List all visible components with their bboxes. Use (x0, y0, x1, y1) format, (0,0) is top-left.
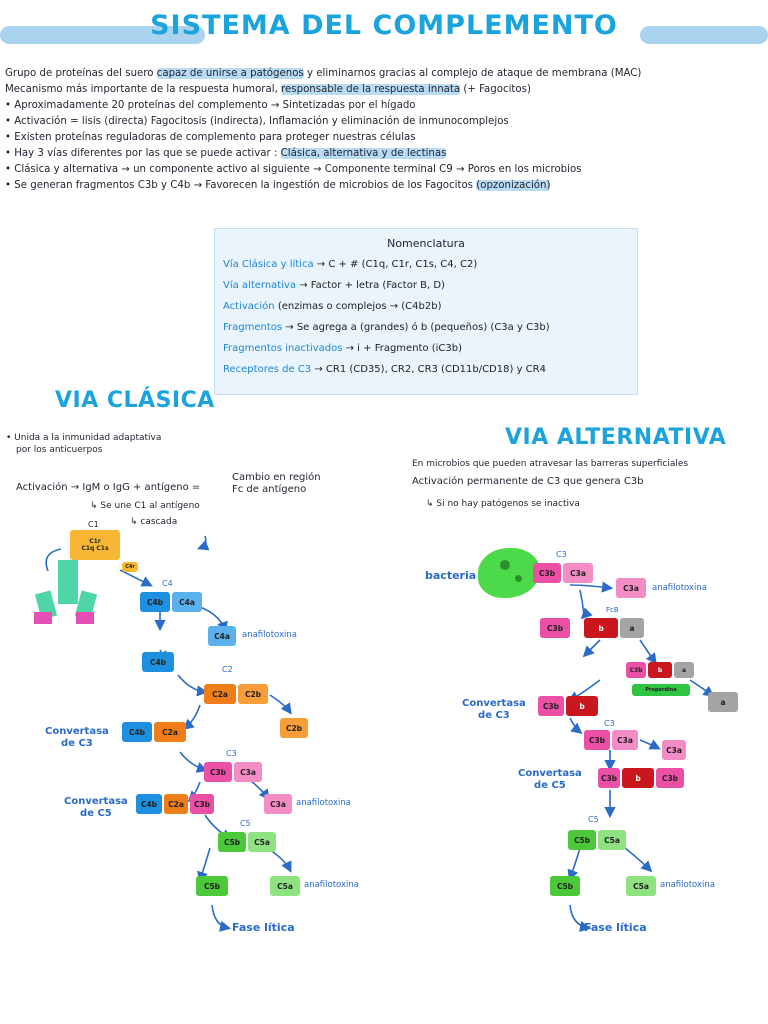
c1s-label: C1s (96, 545, 109, 552)
alt-c3a-free: C3a (616, 578, 646, 598)
arrow (178, 675, 205, 692)
nomenclature-item: Vía alternativa → Factor + letra (Factor B, D) (223, 280, 445, 291)
c1r-label: C1r (89, 538, 101, 545)
alt-conv-c5-c3b: C3b (598, 768, 620, 788)
properdina-block: Properdina (632, 684, 690, 696)
alt-c3b-block: C3b (533, 563, 561, 583)
arrow (570, 848, 580, 878)
alt-c5a-block: C5a (598, 830, 626, 850)
alt-c3a-2-block: C3a (612, 730, 638, 750)
c1-complex (70, 530, 120, 560)
c3bb-a-block: a (674, 662, 694, 678)
alt-c5-label: C5 (588, 815, 599, 824)
alternative-note-3: ↳ Si no hay patógenos se inactiva (426, 499, 580, 509)
alt-c5b-free: C5b (550, 876, 580, 896)
c3bb-c3b-block: C3b (626, 662, 646, 678)
c3bb-b-block: b (648, 662, 672, 678)
arrow (640, 640, 655, 662)
nomenclature-item: Activación (enzimas o complejos → (C4b2b) (223, 301, 442, 312)
alt-conv-c5-b: b (622, 768, 654, 788)
arrow (270, 850, 290, 870)
intro-line1-c: y eliminarnos gracias al complejo de ataque de membrana (MAC) (303, 68, 642, 79)
bacteria-nucleus (500, 560, 510, 570)
arrow (580, 590, 584, 617)
bacteria-label: bacteria (425, 569, 477, 582)
c5b-block: C5b (218, 832, 246, 852)
alternative-pathway-title: VIA ALTERNATIVA (505, 425, 727, 450)
c3-label: C3 (226, 749, 237, 758)
alt-c3a-block: C3a (563, 563, 593, 583)
c3b-block: C3b (204, 762, 232, 782)
classic-note-1: • Unida a la inmunidad adaptativa (6, 433, 162, 443)
alt-conv-c5-c3b-2: C3b (656, 768, 684, 788)
alt-c5b-block: C5b (568, 830, 596, 850)
arrow (200, 536, 206, 548)
a-free: a (708, 692, 738, 712)
arrow (640, 740, 658, 748)
c5-label: C5 (240, 819, 251, 828)
antigen-left (34, 612, 52, 624)
bacteria-nucleus (515, 575, 522, 582)
c5a-free: C5a (270, 876, 300, 896)
classic-fase-litica: Fase lítica (232, 921, 295, 934)
fb-a-block: a (620, 618, 644, 638)
conv-c3-c2a: C2a (154, 722, 186, 742)
c5b-free: C5b (196, 876, 228, 896)
c4a-block: C4a (172, 592, 202, 612)
arrow (270, 695, 290, 712)
c4-label: C4 (162, 579, 173, 588)
arrow (212, 905, 228, 928)
c2a-block: C2a (204, 684, 236, 704)
alt-c3-2-label: C3 (604, 719, 615, 728)
intro-bullet-2: Activación = lisis (directa) Fagocitosis (indirecta), Inflamación y eliminación de inmunocomplejos (14, 116, 509, 127)
alt-conv-c3-c3b: C3b (538, 696, 564, 716)
conv-c5-c3b: C3b (190, 794, 214, 814)
arrow (120, 570, 150, 585)
alt-c3-label: C3 (556, 550, 567, 559)
alternative-note-1: En microbios que pueden atravesar las barreras superficiales (412, 459, 689, 469)
intro-bullet-1: Aproximadamente 20 proteínas del complemento → Sintetizadas por el hígado (14, 100, 416, 111)
classic-sub-2: ↳ cascada (130, 517, 178, 527)
antigen-right (76, 612, 94, 624)
alternative-note-2: Activación permanente de C3 que genera C3b (412, 476, 644, 487)
intro-bullet-5: Clásica y alternativa → un componente activo al siguiente → Componente terminal C9 → Poros en los microbios (14, 164, 582, 175)
c1q-label: C1q (81, 545, 95, 552)
intro-bullet-3: Existen proteínas reguladoras de complemento para proteger nuestras células (14, 132, 416, 143)
c3a-anafilotoxina: anafilotoxina (296, 798, 351, 808)
arrow (585, 640, 600, 655)
intro-bullet-6: Se generan fragmentos C3b y C4b → Favorecen la ingestión de microbios de los Fagocitos (14, 180, 477, 191)
conv-c3-c4b: C4b (122, 722, 152, 742)
nomenclature-item: Receptores de C3 → CR1 (CD35), CR2, CR3 (CD11b/CD18) y CR4 (223, 364, 546, 375)
alt-c3a-anafilotoxina: anafilotoxina (652, 583, 707, 593)
c5a-anafilotoxina: anafilotoxina (304, 880, 359, 890)
classic-convertasa-c5-label: Convertasa de C5 (64, 796, 128, 819)
c2b-block: C2b (238, 684, 268, 704)
c4b-block: C4b (140, 592, 170, 612)
page-title: SISTEMA DEL COMPLEMENTO (150, 10, 618, 41)
alt-fase-litica: Fase lítica (584, 921, 647, 934)
c4a-free: C4a (208, 626, 236, 646)
c2b-free: C2b (280, 718, 308, 738)
fb-c3b-block: C3b (540, 618, 570, 638)
classic-sub-1: ↳ Se une C1 al antígeno (90, 501, 200, 511)
alt-convertasa-c5-label: Convertasa de C5 (518, 768, 582, 791)
intro-line2-c: (+ Fagocitos) (460, 84, 531, 95)
c4r-block: C4r (122, 562, 138, 572)
c3a-free: C3a (264, 794, 292, 814)
arrow (570, 718, 580, 732)
intro-text: Grupo de proteínas del suero capaz de unirse a patógenos y eliminarnos gracias al complejo de ataque de membrana (MAC) Mecanismo más importante de la respuesta humoral, responsable de la respuesta innata (+ Fagocitos) • Aproximadamente 20 proteínas del complemento → Sintetizadas por el hígado • Activación = lisis (directa) Fagocitosis (indirecta), Inflamación y eliminación de inmunocomplejos • Existen proteínas reguladoras de complemento para proteger nuestras células • Hay 3 vías diferentes por las que se puede activar : Clásica, alternativa y de lectinas • Clásica y alternativa → un componente activo al siguiente → Componente terminal C9 → Poros en los microbios • Se generan fragmentos C3b y C4b → Favorecen la ingestión de microbios de los Fagocitos (opzonización) (5, 68, 642, 191)
nomenclature-item: Fragmentos inactivados → i + Fragmento (iC3b) (223, 343, 463, 354)
intro-line2-highlight: responsable de la respuesta innata (281, 84, 461, 95)
c3a-block: C3a (234, 762, 262, 782)
nomenclature-item: Fragmentos → Se agrega a (grandes) ó b (pequeños) (C3a y C3b) (223, 322, 550, 333)
classic-note-2: por los anticuerpos (16, 445, 103, 455)
alt-c5a-free: C5a (626, 876, 656, 896)
c4b-free: C4b (142, 652, 174, 672)
c4a-anafilotoxina: anafilotoxina (242, 630, 297, 640)
intro-bullet-6-highlight: (opzonización) (476, 180, 551, 191)
conv-c5-c4b: C4b (136, 794, 162, 814)
curved-arrow (36, 545, 66, 575)
alt-convertasa-c3-label: Convertasa de C3 (462, 698, 526, 721)
nomenclature-title: Nomenclatura (387, 237, 465, 250)
classic-activation: Activación → IgM o IgG + antígeno = (16, 482, 201, 493)
arrow (180, 752, 205, 770)
classic-pathway-title: VIA CLÁSICA (55, 388, 215, 413)
c1-label: C1 (88, 520, 99, 529)
alt-conv-c3-b: b (566, 696, 598, 716)
alt-c3b-2-block: C3b (584, 730, 610, 750)
c5a-block: C5a (248, 832, 276, 852)
intro-bullet-4: Hay 3 vías diferentes por las que se puede activar : (14, 148, 281, 159)
intro-line1-a: Grupo de proteínas del suero (5, 68, 157, 79)
classic-cambio-2: Fc de antígeno (232, 484, 307, 495)
classic-convertasa-c3-label: Convertasa de C3 (45, 726, 109, 749)
factor-b-label: FcB (606, 606, 619, 614)
arrow (625, 848, 650, 870)
arrow (570, 585, 610, 588)
arrow (185, 705, 200, 728)
intro-bullet-4-highlight: Clásica, alternativa y de lectinas (280, 148, 447, 159)
classic-cambio-1: Cambio en región (232, 472, 321, 483)
alt-c3a-2-free: C3a (662, 740, 686, 760)
conv-c5-c2a: C2a (164, 794, 188, 814)
alt-c5a-anafilotoxina: anafilotoxina (660, 880, 715, 890)
intro-line1-highlight: capaz de unirse a patógenos (156, 68, 304, 79)
intro-line2-a: Mecanismo más importante de la respuesta humoral, (5, 84, 282, 95)
nomenclature-item: Vía Clásica y lítica → C + # (C1q, C1r, C1s, C4, C2) (223, 259, 478, 270)
c2-label: C2 (222, 665, 233, 674)
fb-b-block: b (584, 618, 618, 638)
